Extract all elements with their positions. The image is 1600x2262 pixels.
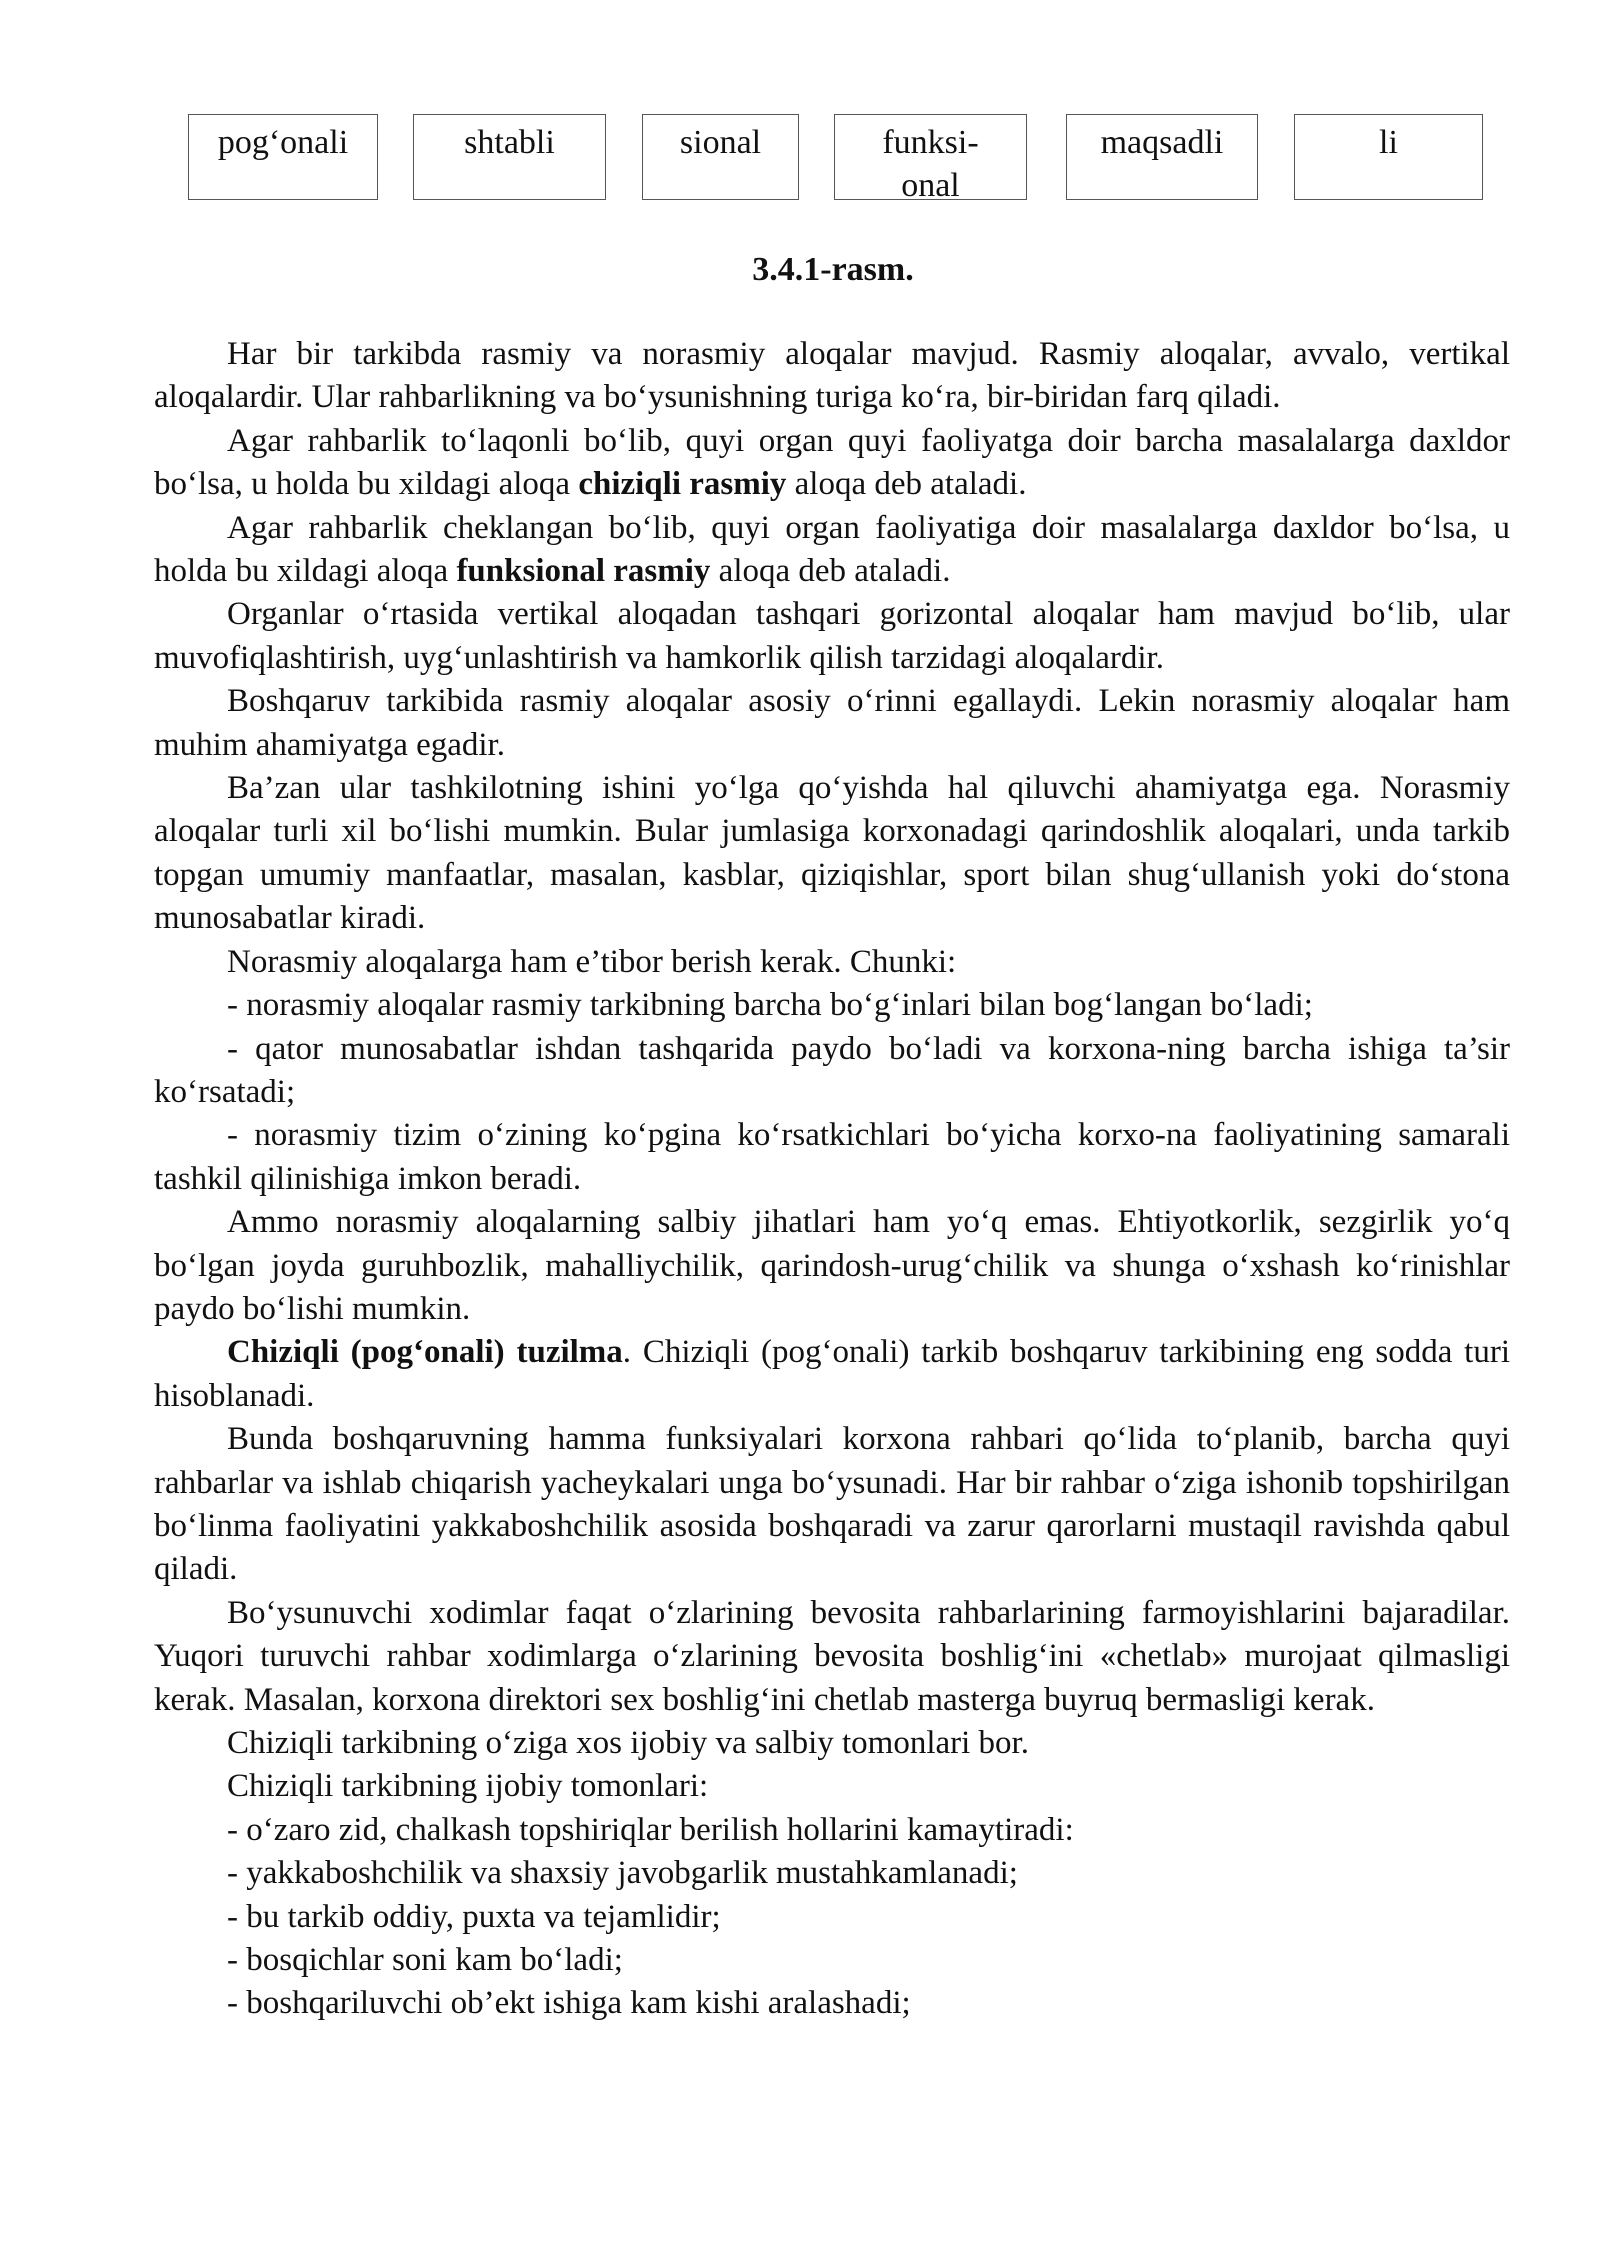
paragraph <box>154 1201 1510 1331</box>
bold-term: funksional rasmiy <box>456 553 711 590</box>
bold-term: Chiziqli (pog‘onali) tuzilma <box>227 1334 623 1371</box>
paragraph <box>154 680 1510 767</box>
paragraph <box>154 984 1510 1027</box>
text-run: Chiziqli tarkibning o‘ziga xos ijobiy va salbiy tomonlari bor. <box>227 1725 1029 1761</box>
text-run: - norasmiy aloqalar rasmiy tarkibning barcha bo‘g‘inlari bilan bog‘langan bo‘ladi; <box>227 987 1313 1024</box>
paragraph <box>154 1114 1510 1201</box>
text-run: aloqa deb ataladi. <box>710 553 951 590</box>
text-run: Bunda boshqaruvning hamma funksiyalari korxona rahbari qo‘lida to‘planib, barcha quyi rahbarlar va ishlab chiqarish yacheykalari unga bo‘ysunadi. Har bir rahbar o‘ziga ishonib topshirilgan bo‘linma faoliyatini yakkaboshchilik asosida boshqaradi va zarur qarorlarni mustaqil ravishda qabul qiladi. <box>154 1421 1510 1588</box>
structure-box-5 <box>1066 114 1258 200</box>
text-run: - qator munosabatlar ishdan tashqarida paydo bo‘ladi va korxona-ning barcha ishiga ta’sir ko‘rsatadi; <box>154 1030 1510 1110</box>
text-run: Boshqaruv tarkibida rasmiy aloqalar asosiy o‘rinni egallaydi. Lekin norasmiy aloqalar ham muhim ahamiyatga egadir. <box>154 683 1510 763</box>
paragraph <box>154 1418 1510 1592</box>
structure-box-4-line-2: onal <box>901 167 960 204</box>
structure-box-4-line-1: funksi- <box>882 124 979 161</box>
paragraph <box>154 1896 1510 1939</box>
text-run: - norasmiy tizim o‘zining ko‘pgina ko‘rsatkichlari bo‘yicha korxo-na faoliyatining samarali tashkil qilinishiga imkon beradi. <box>154 1117 1510 1197</box>
body-text <box>154 333 1510 2026</box>
paragraph <box>154 1852 1510 1895</box>
text-run: Har bir tarkibda rasmiy va norasmiy aloqalar mavjud. Rasmiy aloqalar, avvalo, vertikal aloqalardir. Ular rahbarlikning va bo‘ysunishning turiga ko‘ra, bir-biridan farq qiladi. <box>154 336 1510 416</box>
paragraph <box>154 1982 1510 2025</box>
structure-type-boxes <box>0 0 1600 210</box>
structure-box-1 <box>188 114 378 200</box>
text-run: Chiziqli tarkibning ijobiy tomonlari: <box>227 1768 709 1805</box>
paragraph <box>154 593 1510 680</box>
structure-box-6 <box>1294 114 1483 200</box>
paragraph <box>154 1028 1510 1115</box>
structure-box-4 <box>834 114 1027 204</box>
structure-box-1-line-1: pog‘onali <box>217 124 349 161</box>
text-run: Ammo norasmiy aloqalarning salbiy jihatlari ham yo‘q emas. Ehtiyotkorlik, sezgirlik yo‘q bo‘lgan joyda guruhbozlik, mahalliychilik, qarindosh-urug‘chilik va shunga o‘xshash ko‘rinishlar paydo bo‘lishi mumkin. <box>154 1204 1510 1327</box>
paragraph <box>154 507 1510 594</box>
text-run: Ba’zan ular tashkilotning ishini yo‘lga qo‘yishda hal qiluvchi ahamiyatga ega. Norasmiy aloqalar turli xil bo‘lishi mumkin. Bular jumlasiga korxonadagi qarindoshlik aloqalari, unda tarkib topgan umumiy manfaatlar, masalan, kasblar, qiziqishlar, sport bilan shug‘ullanish yoki do‘stona munosabatlar kiradi. <box>154 770 1510 937</box>
figure-caption: 3.4.1-rasm. <box>752 251 914 288</box>
paragraph <box>154 420 1510 507</box>
structure-box-6-line-1: li <box>1379 124 1398 161</box>
text-run: Bo‘ysunuvchi xodimlar faqat o‘zlarining bevosita rahbarlarining farmoyishlarini bajaradilar. Yuqori turuvchi rahbar xodimlarga o‘zlarining bevosita boshlig‘ini «chetlab» murojaat qilmasligi kerak. Masalan, korxona direktori sex boshlig‘ini chetlab masterga buyruq bermasligi kerak. <box>154 1594 1510 1718</box>
paragraph <box>154 767 1510 941</box>
text-run: Agar rahbarlik to‘laqonli bo‘lib, quyi organ quyi faoliyatga doir barcha masalalarga daxldor bo‘lsa, u holda bu xildagi aloqa <box>154 422 1510 503</box>
structure-box-2 <box>413 114 606 200</box>
text-run: Organlar o‘rtasida vertikal aloqadan tashqari gorizontal aloqalar ham mavjud bo‘lib, ular muvofiqlashtirish, uyg‘unlashtirish va hamkorlik qilish tarzidagi aloqalardir. <box>154 596 1510 676</box>
structure-box-3-line-1: sional <box>679 124 762 161</box>
text-run: - yakkaboshchilik va shaxsiy javobgarlik mustahkamlanadi; <box>227 1855 1018 1892</box>
text-run: Norasmiy aloqalarga ham e’tibor berish kerak. Chunki: <box>227 943 957 980</box>
paragraph <box>154 1592 1510 1722</box>
text-run: . Chiziqli (pog‘onali) tarkib boshqaruv tarkibining eng sodda turi hisoblanadi. <box>154 1334 1510 1414</box>
paragraph <box>154 333 1510 420</box>
structure-box-3 <box>642 114 799 200</box>
paragraph <box>154 1331 1510 1418</box>
text-run: - bosqichlar soni kam bo‘ladi; <box>227 1942 623 1979</box>
paragraph <box>154 1765 1510 1808</box>
paragraph <box>154 1722 1510 1765</box>
structure-box-2-line-1: shtabli <box>464 124 555 161</box>
paragraph <box>154 1939 1510 1982</box>
text-run: - o‘zaro zid, chalkash topshiriqlar berilish hollarini kamaytiradi: <box>227 1811 1074 1848</box>
text-run: - bu tarkib oddiy, puxta va tejamlidir; <box>227 1898 721 1935</box>
paragraph <box>154 1809 1510 1852</box>
text-run: aloqa deb ataladi. <box>786 466 1027 503</box>
structure-box-5-line-1: maqsadli <box>1100 124 1224 161</box>
paragraph <box>154 941 1510 984</box>
bold-term: chiziqli rasmiy <box>578 466 787 503</box>
text-run: Agar rahbarlik cheklangan bo‘lib, quyi organ faoliyatiga doir masalalarga daxldor bo‘lsa, u holda bu xildagi aloqa <box>154 509 1510 590</box>
text-run: - boshqariluvchi ob’ekt ishiga kam kishi aralashadi; <box>227 1985 911 2022</box>
